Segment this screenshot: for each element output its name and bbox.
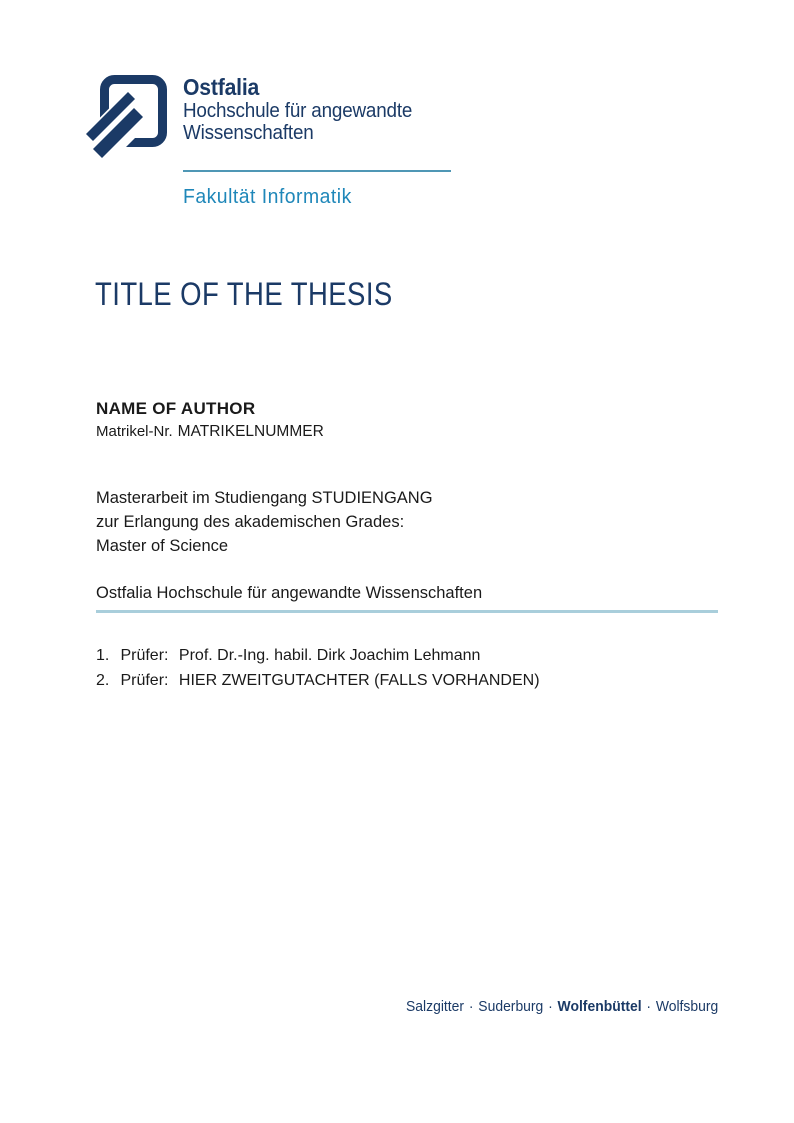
brand-name: Ostfalia — [183, 74, 260, 100]
location-suderburg: Suderburg — [478, 999, 544, 1015]
dot-separator: · — [468, 999, 474, 1015]
faculty-divider-line — [183, 170, 451, 172]
examiner-list — [96, 644, 540, 693]
footer-locations — [406, 999, 718, 1015]
examiner-name: HIER ZWEITGUTACHTER (FALLS VORHANDEN) — [178, 671, 540, 689]
matriculation-line — [96, 423, 324, 441]
examiner-number: 1. — [96, 647, 110, 664]
matrikel-value: MATRIKELNUMMER — [177, 423, 324, 440]
thesis-title: TITLE OF THE THESIS — [95, 276, 393, 312]
degree-line-3: Master of Science — [96, 537, 229, 555]
brand-subtitle-line1: Hochschule für angewandte — [183, 99, 413, 122]
brand-subtitle-line2: Wissenschaften — [183, 120, 314, 144]
examiner-name: Prof. Dr.-Ing. habil. Dirk Joachim Lehmann — [178, 647, 481, 664]
examiner-row — [96, 644, 540, 669]
brand-wordmark — [183, 75, 412, 143]
separator-rule — [96, 610, 718, 613]
examiner-label: Prüfer: — [120, 647, 169, 664]
ostfalia-logo-icon — [83, 73, 171, 163]
dot-separator: · — [646, 999, 651, 1015]
examiner-label: Prüfer: — [120, 671, 169, 689]
degree-line-1: Masterarbeit im Studiengang STUDIENGANG — [96, 489, 433, 507]
examiner-row — [96, 669, 540, 694]
location-wolfenbuettel: Wolfenbüttel — [557, 999, 642, 1015]
location-salzgitter: Salzgitter — [405, 999, 464, 1015]
examiner-number: 2. — [96, 671, 110, 689]
degree-statement — [96, 486, 482, 605]
dot-separator: · — [547, 999, 553, 1015]
degree-line-2: zur Erlangung des akademischen Grades: — [96, 513, 405, 531]
matrikel-label: Matrikel-Nr. — [96, 423, 173, 440]
author-name: NAME OF AUTHOR — [96, 399, 256, 418]
institution-line: Ostfalia Hochschule für angewandte Wissenschaften — [96, 584, 483, 602]
location-wolfsburg: Wolfsburg — [655, 999, 718, 1015]
faculty-name: Fakultät Informatik — [183, 186, 352, 208]
